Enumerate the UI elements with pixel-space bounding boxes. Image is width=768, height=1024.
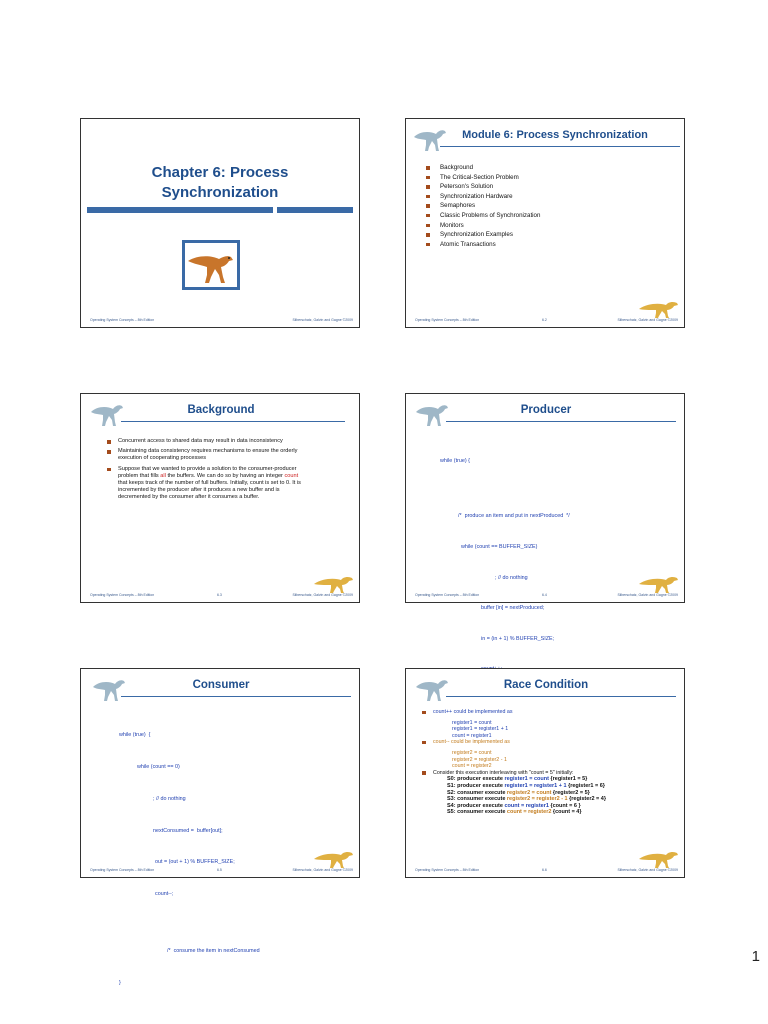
step-line: S5: consumer execute count = register2 {count = 4} [447,809,582,816]
title-rule [446,421,676,422]
chapter-title-line-2: Synchronization [161,184,279,201]
list-item: Peterson's Solution [426,182,540,192]
code-line: register2 = count [452,749,492,756]
step-line: S0: producer execute register1 = count {register1 = 5} [447,776,588,783]
list-item: Consider this execution interleaving with "count = 5" initially: [422,770,606,777]
dinosaur-logo-icon [414,673,450,703]
title-rule [440,146,680,147]
race-condition-content [422,709,606,816]
list-item: Maintaining data consistency requires mechanisms to ensure the orderly execution of cooperating processes [107,448,307,462]
dinosaur-picture [182,240,240,290]
code-line: while (true) { [119,732,151,739]
code-line: while (count == BUFFER_SIZE) [461,544,538,551]
code-line: register1 = count [452,719,492,726]
code-line: buffer [in] = nextProduced; [481,605,545,612]
step-line: S1: producer execute register1 = register1 + 1 {register1 = 6} [447,782,605,789]
code-line: out = (out + 1) % BUFFER_SIZE; [155,859,235,866]
code-line: /* consume the item in nextConsumed [167,948,260,955]
code-line: while (true) { [440,458,470,465]
step-line: S4: producer execute count = register1 {count = 6 } [447,802,581,809]
page-number: 1 [751,948,760,965]
slide-5-title: Consumer [192,679,250,691]
dinosaur-logo-icon [414,398,450,428]
list-item: Synchronization Hardware [426,192,540,202]
dinosaur-icon [185,243,237,287]
slide-6-title: Race Condition [503,679,589,691]
list-item: Suppose that we wanted to provide a solution to the consumer-producer problem that fills all the buffers. We can do so by having an integer count that keeps track of the number of full buffers. Initially, count is set to 0. It is incremented by the producer after it produces a new buffer and is decremented by the consumer after it consumes a buffer. [107,466,307,502]
step-line: S3: consumer execute register2 = register2 - 1 {register2 = 4} [447,796,606,803]
corner-dinosaur-icon [638,570,680,594]
footer-right: Silberschatz, Galvin and Gagne ©2009 [292,318,353,322]
code-line: register2 = register2 - 1 [452,756,507,763]
code-line [119,921,260,925]
list-item: Synchronization Examples [426,230,540,240]
list-item: Background [426,163,540,173]
corner-dinosaur-icon [313,845,355,869]
list-item: count++ could be implemented as [422,709,606,716]
code-line: while (count == 0) [137,763,180,770]
step-line: S2: consumer execute register2 = count {register2 = 5} [447,789,590,796]
list-item: count-- could be implemented as [422,739,606,746]
corner-dinosaur-icon [638,295,680,319]
code-line: nextConsumed = buffer[out]; [153,827,223,834]
title-bar-right [277,207,353,213]
list-item: Classic Problems of Synchronization [426,211,540,221]
code-line: } [119,979,121,986]
dinosaur-logo-icon [89,398,125,428]
slide-6: Race Condition count++ could be implemented as register1 = count register1 = register1 + 1 count = register1 count-- could be implemented as register2 = count register2 = register2 - 1 count = register2 Consider this execution interleaving with "count = 5" initially: S0: producer execute register1 = count {register1 = 5} S1: producer execute register1 = register1 + 1 {register1 = 6} S2: consumer execute register2 = count {register2 = 5} S3: consumer execute register2 = register2 - 1 {register2 = 4} S4: producer execute count = register1 {count = 6 } S5: consumer execute count = register2 {count = 4} Operating System Concepts – 8th Edition 6.6 Silberschatz, Galvin and Gagne ©2009 [405,668,685,878]
list-item: The Critical-Section Problem [426,173,540,183]
slide-5: Consumer while (true) { while (count == 0) ; // do nothing nextConsumed = buffer[out]; out = (out + 1) % BUFFER_SIZE; count--; /* consume the item in nextConsumed } Operating System Concepts – 8th Edition 6.5 Silberschatz, Galvin and Gagne ©2009 [80,668,360,878]
slide-4: Producer while (true) { /* produce an item and put in nextProduced */ while (count == BUFFER_SIZE) ; // do nothing buffer [in] = nextProduced; in = (in + 1) % BUFFER_SIZE; Operating System Concepts – 8th Edition 6.4 Silberschatz, Galvin and Gagne ©2009 [405,393,685,603]
footer-left: Operating System Concepts – 8th Edition [90,318,155,322]
corner-dinosaur-icon [638,845,680,869]
code-line: count--; [155,891,174,898]
slide-3-title: Background [187,404,255,416]
list-item: Atomic Transactions [426,240,540,250]
code-line: count = register2 [452,763,492,770]
list-item: Semaphores [426,201,540,211]
title-rule [446,696,676,697]
background-bullets [107,438,307,505]
code-line: register1 = register1 + 1 [452,726,509,733]
title-bar-left [87,207,273,213]
list-item: Concurrent access to shared data may result in data inconsistency [107,438,307,445]
code-line: in = (in + 1) % BUFFER_SIZE; [481,635,555,642]
code-line: ; // do nothing [495,574,528,581]
code-line: /* produce an item and put in nextProduced */ [458,513,570,520]
slide-2: Module 6: Process Synchronization Background The Critical-Section Problem Peterson's Solution Synchronization Hardware Semaphores Classic Problems of Synchronization Monitors Synchronization Examples Atomic Transactions Operating System Concepts – 8th Edition 6.2 Silberschatz, Galvin and Gagne ©2009 [405,118,685,328]
code-line [440,487,570,491]
list-item: Monitors [426,221,540,231]
slide-1 [80,118,360,328]
code-line: count = register1 [452,732,492,739]
slide-2-title: Module 6: Process Synchronization [462,129,648,141]
code-line: ; // do nothing [153,795,186,802]
title-rule [121,421,345,422]
corner-dinosaur-icon [313,570,355,594]
consumer-code [119,709,260,1010]
slide-3: Background Concurrent access to shared data may result in data inconsistency Maintaining data consistency requires mechanisms to ensure the orderly execution of cooperating processes Suppose that we wanted to provide a solution to the consumer-producer problem that fills all the buffers. We can do so by having an integer count that keeps track of the number of full buffers. Initially, count is set to 0. It is incremented by the producer after it produces a new buffer and is decremented by the consumer after it consumes a buffer. Operating System Concepts – 8th Edition 6.3 Silberschatz, Galvin and Gagne ©2009 [80,393,360,603]
module-contents-list [426,163,540,249]
slide-4-title: Producer [520,404,572,416]
title-rule [121,696,351,697]
chapter-title-line-1: Chapter 6: Process [151,164,289,181]
